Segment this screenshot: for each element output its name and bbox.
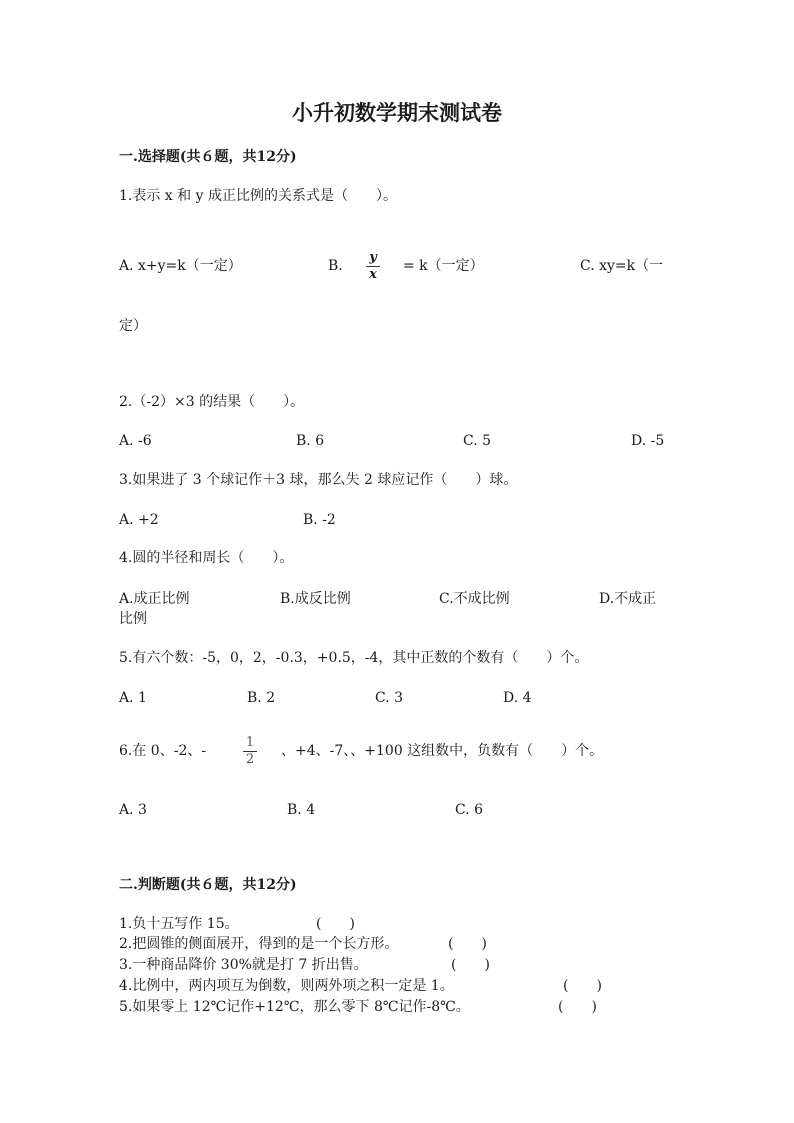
question-4-option-c: C.不成比例 [439, 591, 510, 607]
section-heading-judgement: 二.判断题(共６题，共12分) [119, 877, 297, 893]
judgement-item-4: 4.比例中，两内项互为倒数，则两外项之积一定是 1。 [119, 978, 454, 994]
question-1-option-c: C. xy=k（一 [580, 258, 664, 274]
fraction-denominator: 2 [245, 752, 255, 767]
judgement-item-3-blank: ( ) [451, 957, 490, 973]
question-6-option-b: B. 4 [287, 802, 316, 818]
question-2-option-a: A. -6 [119, 433, 152, 449]
question-5-option-a: A. 1 [119, 690, 147, 706]
question-1-option-a: A. x+y=k（一定） [119, 258, 242, 274]
question-6-fraction [243, 736, 257, 767]
judgement-item-2: 2.把圆锥的侧面展开，得到的是一个长方形。 [119, 936, 399, 952]
judgement-item-5: 5.如果零上 12℃记作+12℃，那么零下 8℃记作-8℃。 [119, 999, 470, 1015]
question-1-stem: 1.表示 x 和 y 成正比例的关系式是（ ）。 [119, 188, 397, 204]
judgement-item-1: 1.负十五写作 15。 [119, 916, 239, 932]
question-2-stem: 2.（-2）×3 的结果（ ）。 [119, 394, 305, 410]
question-2-option-b: B. 6 [296, 433, 325, 449]
question-5-option-c: C. 3 [375, 690, 404, 706]
question-5-option-d: D. 4 [503, 690, 532, 706]
question-1-option-b-suffix: = k（一定） [403, 258, 484, 274]
question-1-option-b-prefix: B. [328, 258, 343, 274]
fraction-denominator: x [369, 267, 377, 282]
question-4-option-d: D.不成正 [599, 591, 657, 607]
question-3-stem: 3.如果进了 3 个球记作＋3 球，那么失 2 球应记作（ ）球。 [119, 472, 518, 488]
judgement-item-1-blank: ( ) [316, 916, 355, 932]
question-6-stem-prefix: 6.在 0、-2、- [119, 743, 207, 759]
question-4-option-d-continued: 比例 [119, 611, 147, 627]
judgement-item-5-blank: ( ) [558, 999, 597, 1015]
fraction-numerator: y [369, 250, 377, 265]
question-4-stem: 4.圆的半径和周长（ ）。 [119, 550, 294, 566]
question-4-option-b: B.成反比例 [280, 591, 351, 607]
question-4-option-a: A.成正比例 [119, 591, 190, 607]
fraction-numerator: 1 [245, 735, 255, 750]
question-3-option-b: B. -2 [303, 512, 336, 528]
question-3-option-a: A. +2 [119, 512, 159, 528]
question-6-stem-suffix: 、+4、-7、、+100 这组数中，负数有（ ）个。 [281, 743, 604, 759]
question-5-option-b: B. 2 [247, 690, 276, 706]
section-heading-choice: 一.选择题(共６题，共12分) [119, 149, 297, 165]
judgement-item-3: 3.一种商品降价 30%就是打 7 折出售。 [119, 957, 368, 973]
question-1-option-c-continued: 定） [119, 318, 147, 334]
question-2-option-c: C. 5 [463, 433, 492, 449]
question-2-option-d: D. -5 [631, 433, 665, 449]
judgement-item-4-blank: ( ) [563, 978, 602, 994]
question-6-option-c: C. 6 [455, 802, 484, 818]
page-title: 小升初数学期末测试卷 [292, 100, 502, 125]
question-5-stem: 5.有六个数：-5，0，2，-0.3，+0.5，-4，其中正数的个数有（ ）个。 [119, 650, 589, 666]
question-6-option-a: A. 3 [119, 802, 147, 818]
judgement-item-2-blank: ( ) [448, 936, 487, 952]
question-1-option-b-fraction [366, 251, 380, 282]
